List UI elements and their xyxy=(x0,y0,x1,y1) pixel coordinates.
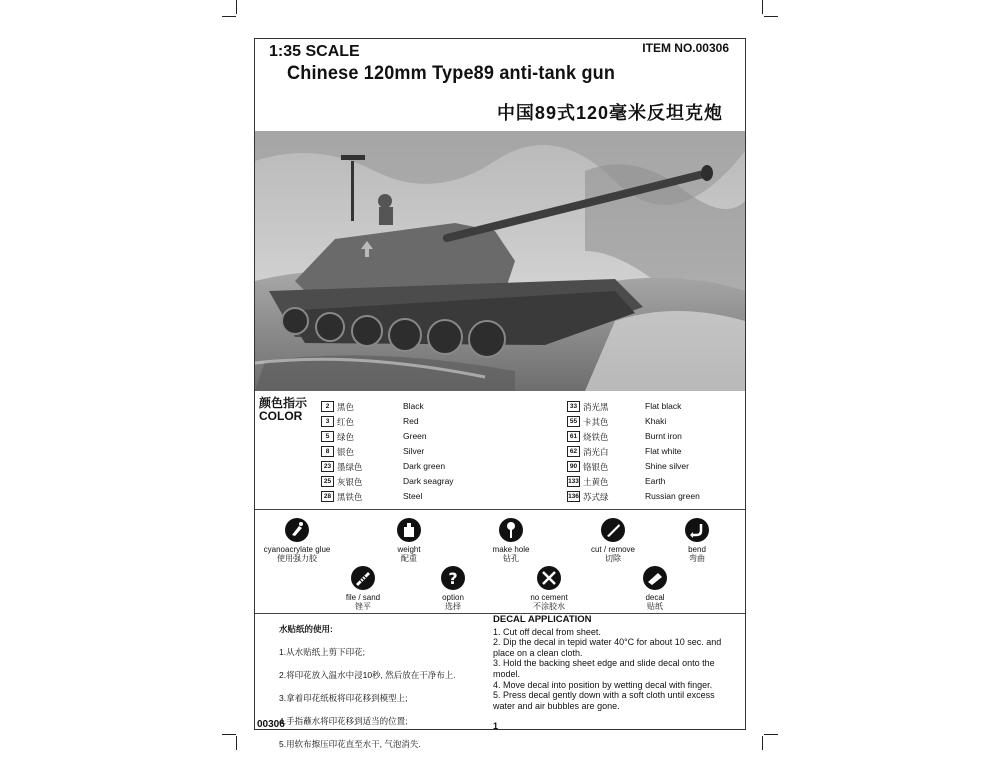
color-name-en: Dark green xyxy=(403,461,446,471)
color-name-en: Red xyxy=(403,416,419,426)
decal-instructions-en xyxy=(493,615,729,711)
color-name-en: Flat white xyxy=(645,446,682,456)
bend-icon xyxy=(684,517,710,543)
color-code: 136 xyxy=(568,493,579,500)
color-name-cn: 绿色 xyxy=(337,432,355,442)
color-name-en: Steel xyxy=(403,491,423,501)
instruction-sheet xyxy=(254,38,746,749)
decal-icon xyxy=(642,565,668,591)
crop-mark xyxy=(762,736,763,750)
crop-mark xyxy=(222,734,236,735)
color-name-cn: 苏式绿 xyxy=(583,492,609,502)
crop-mark xyxy=(236,0,237,14)
color-code: 62 xyxy=(567,446,580,457)
title-english: Chinese 120mm Type89 anti-tank gun xyxy=(287,63,616,84)
symbol-file-sand xyxy=(313,565,413,611)
color-name-en: Silver xyxy=(403,446,425,456)
color-code: 61 xyxy=(567,431,580,442)
no-cement-icon xyxy=(536,565,562,591)
color-name-en: Russian green xyxy=(645,491,700,501)
decal-title-en: DECAL APPLICATION xyxy=(493,614,592,625)
symbol-label-cn: 钻孔 xyxy=(503,554,519,563)
symbol-label-en: option xyxy=(442,593,464,602)
color-name-cn: 铬银色 xyxy=(583,462,609,472)
symbol-no-cement xyxy=(499,565,599,611)
symbol-glue xyxy=(247,517,347,563)
decal-step-en: 1. Cut off decal from sheet. xyxy=(493,626,601,637)
decal-step-en: 4. Move decal into position by wetting decal with finger. xyxy=(493,679,713,690)
drill-icon xyxy=(498,517,524,543)
decal-step-cn: 5.用软布擦压印花直至水干, 气泡消失. xyxy=(279,739,421,749)
crop-mark xyxy=(762,0,763,14)
symbol-option xyxy=(403,565,503,611)
glue-icon xyxy=(284,517,310,543)
symbol-label-en: weight xyxy=(397,545,421,554)
decal-title-cn: 水贴纸的使用: xyxy=(279,624,333,634)
divider xyxy=(255,509,745,510)
decal-step-cn: 4.手指蘸水将印花移到适当的位置; xyxy=(279,716,408,726)
item-number: ITEM NO.00306 xyxy=(642,41,729,55)
color-code: 90 xyxy=(567,461,580,472)
scale-label: 1:35 SCALE xyxy=(269,43,360,60)
decal-step-cn: 2.将印花放入温水中浸10秒, 然后放在干净布上. xyxy=(279,670,456,680)
symbol-label-cn: 配重 xyxy=(401,554,417,563)
crop-mark xyxy=(222,16,236,17)
color-code: 3 xyxy=(321,416,334,427)
color-name-en: Earth xyxy=(645,476,666,486)
color-name-en: Black xyxy=(403,401,424,411)
color-name-en: Green xyxy=(403,431,427,441)
symbol-label-en: no cement xyxy=(530,593,568,602)
color-code: 2 xyxy=(321,401,334,412)
color-name-cn: 消光白 xyxy=(583,447,609,457)
color-name-en: Dark seagray xyxy=(403,476,454,486)
color-name-cn: 黑铁色 xyxy=(337,492,363,502)
symbol-label-cn: 选择 xyxy=(445,602,461,611)
weight-icon xyxy=(396,517,422,543)
color-name-cn: 墨绿色 xyxy=(337,462,363,472)
title-chinese: 中国89式120毫米反坦克炮 xyxy=(496,103,723,123)
color-code: 23 xyxy=(321,461,334,472)
symbol-label-cn: 贴纸 xyxy=(647,602,663,611)
svg-text:?: ? xyxy=(448,569,458,588)
color-code: 5 xyxy=(321,431,334,442)
symbol-label-en: bend xyxy=(688,545,706,554)
symbol-make-hole xyxy=(461,517,561,563)
symbol-label-en: cyanoacrylate glue xyxy=(263,545,331,554)
crop-mark xyxy=(236,736,237,750)
color-code: 25 xyxy=(321,476,334,487)
color-name-cn: 红色 xyxy=(337,417,355,427)
decal-step-en: 2. Dip the decal in tepid water 40°C for about 10 sec. and place on a clean cloth. xyxy=(493,637,722,658)
decal-step-cn: 1.从水贴纸上剪下印花; xyxy=(279,647,365,657)
color-section-title xyxy=(259,397,307,423)
crop-mark xyxy=(764,734,778,735)
part-number: 00306 xyxy=(257,719,285,730)
color-name-en: Shine silver xyxy=(645,461,689,471)
color-name-cn: 土黄色 xyxy=(583,477,609,487)
color-name-en: Khaki xyxy=(645,416,667,426)
decal-step-en: 3. Hold the backing sheet edge and slide decal onto the model. xyxy=(493,658,715,679)
cut-icon xyxy=(600,517,626,543)
color-name-cn: 卡其色 xyxy=(583,417,609,427)
option-icon xyxy=(440,565,466,591)
file-icon xyxy=(350,565,376,591)
symbol-bend xyxy=(647,517,747,563)
symbol-decal xyxy=(605,565,705,611)
color-code: 55 xyxy=(567,416,580,427)
symbol-label-cn: 使用强力胶 xyxy=(277,554,317,563)
color-name-cn: 银色 xyxy=(337,447,355,457)
symbol-label-cn: 不涂胶水 xyxy=(533,602,565,611)
decal-step-cn: 3.拿着印花纸板将印花移到模型上; xyxy=(279,693,408,703)
color-code: 8 xyxy=(321,446,334,457)
color-name-cn: 烧铁色 xyxy=(583,432,609,442)
color-title-cn: 颜色指示 xyxy=(259,396,308,410)
color-name-cn: 黑色 xyxy=(337,402,355,412)
symbol-label-cn: 弯曲 xyxy=(689,554,705,563)
color-name-en: Burnt iron xyxy=(645,431,682,441)
color-name-cn: 消光黑 xyxy=(583,402,609,412)
symbol-label-en: file / sand xyxy=(345,593,381,602)
symbol-label-cn: 锉平 xyxy=(355,602,371,611)
box-art-illustration xyxy=(255,131,745,391)
symbol-label-en: decal xyxy=(645,593,665,602)
color-name-cn: 灰银色 xyxy=(337,477,363,487)
decal-instructions-cn xyxy=(279,623,456,761)
crop-mark xyxy=(764,16,778,17)
color-code: 28 xyxy=(321,491,334,502)
symbol-label-en: cut / remove xyxy=(590,545,635,554)
color-code: 33 xyxy=(567,401,580,412)
color-title-en: COLOR xyxy=(259,409,303,423)
color-code: 133 xyxy=(568,478,579,485)
symbol-label-cn: 切除 xyxy=(605,554,621,563)
page-number: 1 xyxy=(493,721,499,731)
decal-step-en: 5. Press decal gently down with a soft cloth until excess water and air bubbles are gone. xyxy=(493,690,715,711)
symbol-label-en: make hole xyxy=(492,545,530,554)
symbol-weight xyxy=(359,517,459,563)
color-name-en: Flat black xyxy=(645,401,682,411)
